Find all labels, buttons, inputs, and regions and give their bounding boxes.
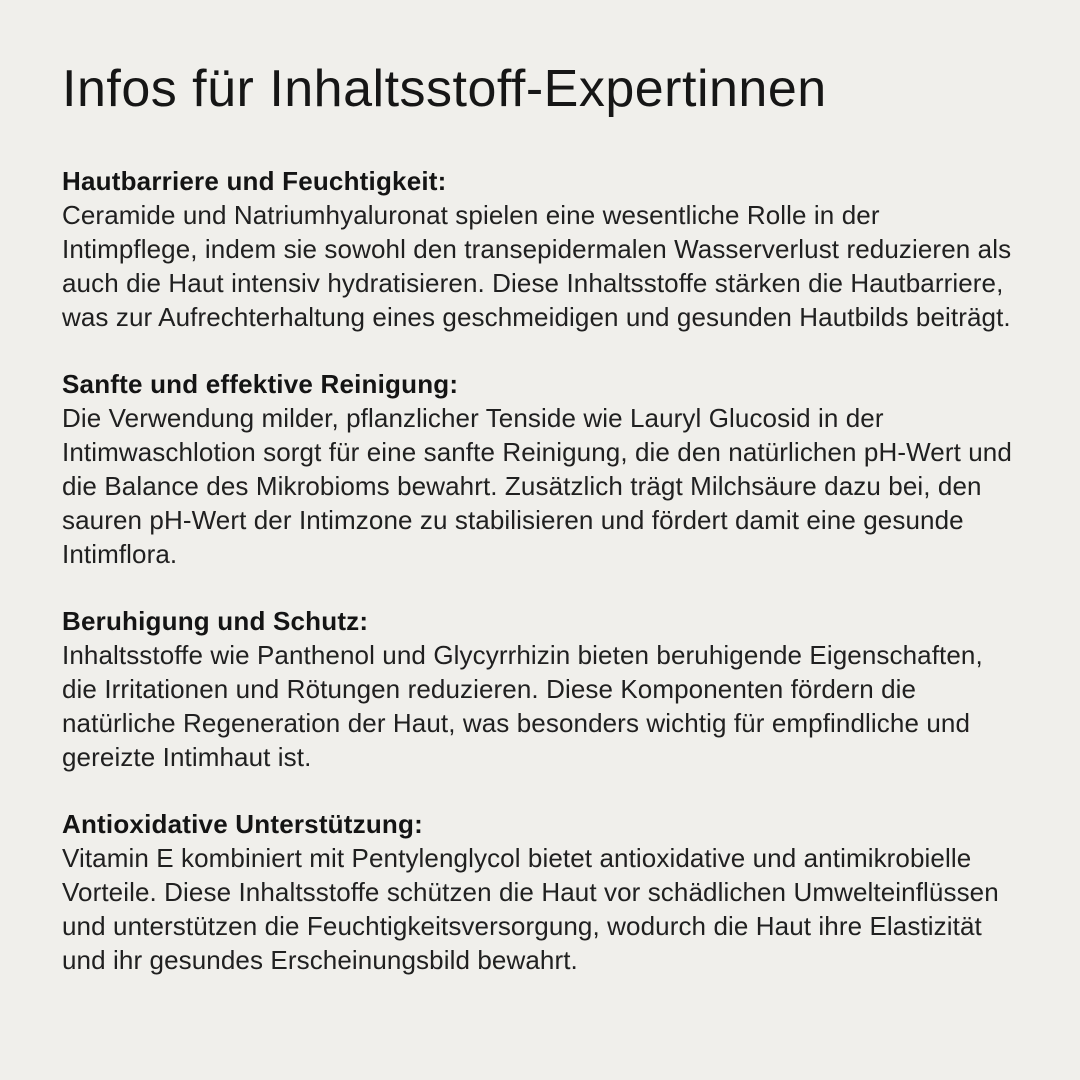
content-area [62,164,1022,977]
section-heading: Sanfte und effektive Reinigung: [62,369,459,399]
section-body: Vitamin E kombiniert mit Pentylenglycol bietet antioxidative und antimikrobielle Vorteile. Diese Inhaltsstoffe schützen die Haut vor schädlichen Umwelteinflüssen und unterstützen die Feuchtigkeitsversorgung, wodurch die Haut ihre Elastizität und ihr gesundes Erscheinungsbild bewahrt. [62,843,999,975]
section-reinigung [62,367,1022,571]
section-antioxidativ [62,807,1022,977]
section-heading: Beruhigung und Schutz: [62,606,369,636]
section-heading: Antioxidative Unterstützung: [62,809,423,839]
section-body: Ceramide und Natriumhyaluronat spielen eine wesentliche Rolle in der Intimpflege, indem sie sowohl den transepidermalen Wasserverlust reduzieren als auch die Haut intensiv hydratisieren. Diese Inhaltsstoffe stärken die Hautbarriere, was zur Aufrechterhaltung eines geschmeidigen und gesunden Hautbilds beiträgt. [62,200,1012,332]
section-body: Die Verwendung milder, pflanzlicher Tenside wie Lauryl Glucosid in der Intimwaschlotion sorgt für eine sanfte Reinigung, die den natürlichen pH-Wert und die Balance des Mikrobioms bewahrt. Zusätzlich trägt Milchsäure dazu bei, den sauren pH-Wert der Intimzone zu stabilisieren und fördert damit eine gesunde Intimflora. [62,403,1012,569]
section-body: Inhaltsstoffe wie Panthenol und Glycyrrhizin bieten beruhigende Eigenschaften, die Irritationen und Rötungen reduzieren. Diese Komponenten fördern die natürliche Regeneration der Haut, was besonders wichtig für empfindliche und gereizte Intimhaut ist. [62,640,983,772]
page-title: Infos für Inhaltsstoff-Expertinnen [62,60,827,118]
section-heading: Hautbarriere und Feuchtigkeit: [62,166,447,196]
section-hautbarriere [62,164,1022,334]
section-beruhigung [62,604,1022,774]
